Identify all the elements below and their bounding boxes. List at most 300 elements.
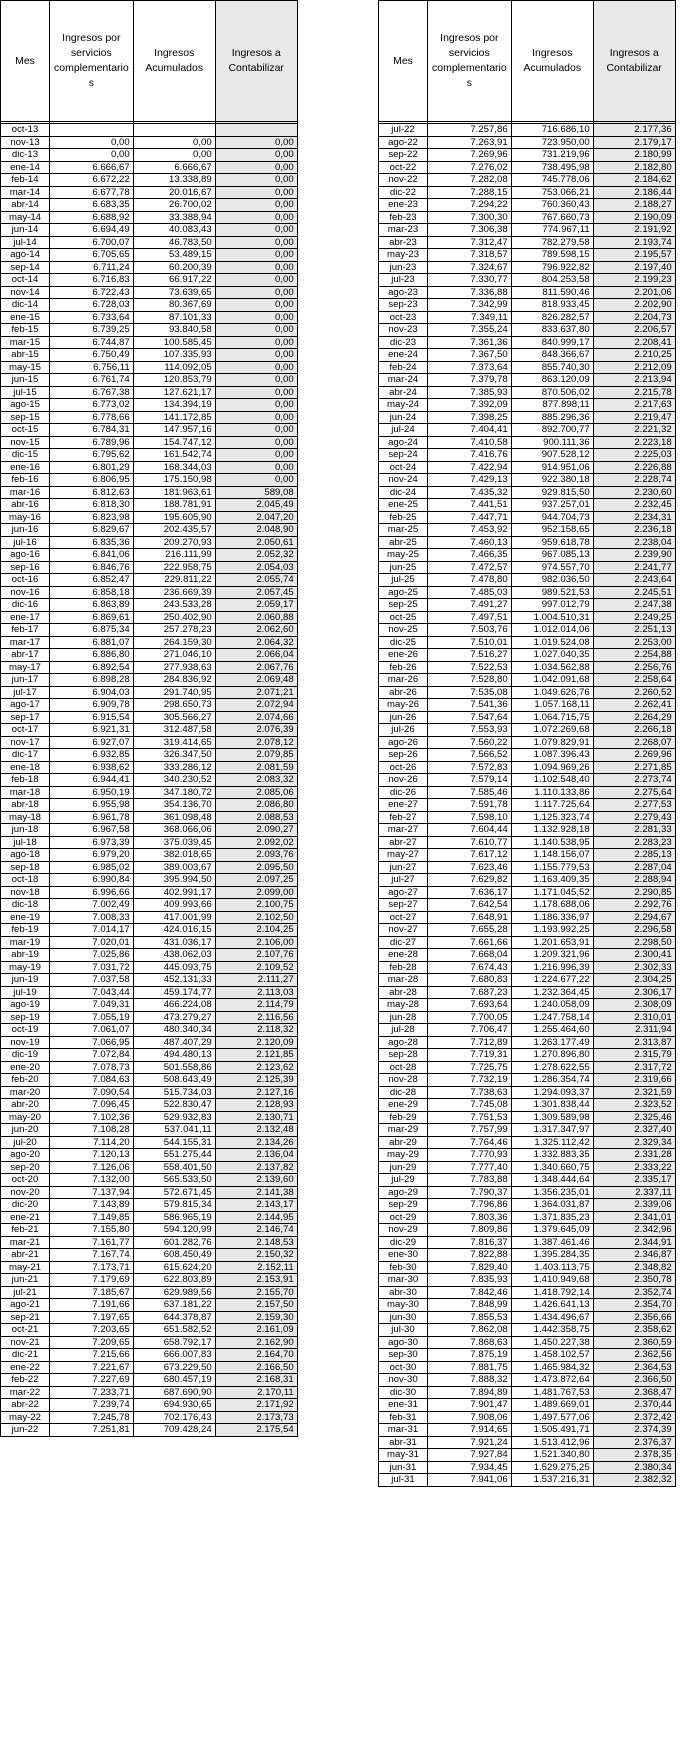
header-ingresos-contabilizar: Ingresos a Contabilizar [593, 1, 675, 122]
table-row [1, 1249, 298, 1262]
cell-contabilizar: 2.370,44 [593, 1399, 675, 1412]
cell-mes: oct-21 [1, 1324, 50, 1337]
cell-ingresos: 7.623,46 [428, 861, 512, 874]
cell-mes: dic-23 [379, 336, 428, 349]
cell-contabilizar: 2.290,85 [593, 886, 675, 899]
cell-ingresos: 7.435,32 [428, 486, 512, 499]
cell-contabilizar: 2.382,32 [593, 1474, 675, 1487]
cell-acumulados: 480.340,34 [133, 1024, 215, 1037]
cell-acumulados: 1.072.269,68 [511, 724, 593, 737]
cell-ingresos: 7.642,54 [428, 899, 512, 912]
cell-ingresos: 7.829,40 [428, 1261, 512, 1274]
cell-mes: ene-21 [1, 1211, 50, 1224]
cell-contabilizar: 2.064,32 [215, 636, 297, 649]
cell-acumulados: 1.325.112,42 [511, 1136, 593, 1149]
table-row [379, 336, 676, 349]
cell-mes: ene-24 [379, 349, 428, 362]
cell-ingresos: 7.002,49 [50, 899, 134, 912]
cell-acumulados: 863.120,09 [511, 374, 593, 387]
header-mes: Mes [1, 1, 50, 122]
table-row [1, 349, 298, 362]
table-row [379, 1049, 676, 1062]
cell-mes: ene-19 [1, 911, 50, 924]
cell-mes: dic-22 [379, 186, 428, 199]
table-row [379, 661, 676, 674]
cell-acumulados: 13.338,89 [133, 174, 215, 187]
cell-contabilizar: 2.184,62 [593, 174, 675, 187]
cell-contabilizar: 2.310,01 [593, 1011, 675, 1024]
cell-mes: jun-14 [1, 224, 50, 237]
cell-contabilizar: 0,00 [215, 186, 297, 199]
cell-contabilizar: 2.258,64 [593, 674, 675, 687]
table-row [1, 399, 298, 412]
cell-acumulados: 402.991,17 [133, 886, 215, 899]
cell-acumulados: 959.618,78 [511, 536, 593, 549]
cell-acumulados: 134.394,19 [133, 399, 215, 412]
cell-acumulados: 1.027.040,35 [511, 649, 593, 662]
cell-ingresos: 6.921,31 [50, 724, 134, 737]
table-row [379, 1374, 676, 1387]
cell-contabilizar: 0,00 [215, 361, 297, 374]
cell-mes: may-19 [1, 961, 50, 974]
cell-acumulados: 1.278.622,55 [511, 1061, 593, 1074]
cell-ingresos: 7.324,67 [428, 261, 512, 274]
cell-acumulados: 537.041,11 [133, 1124, 215, 1137]
cell-contabilizar: 2.191,92 [593, 224, 675, 237]
cell-mes: mar-14 [1, 186, 50, 199]
cell-ingresos: 6.869,61 [50, 611, 134, 624]
table-row [1, 1349, 298, 1362]
cell-contabilizar: 2.190,09 [593, 211, 675, 224]
cell-contabilizar: 2.374,39 [593, 1424, 675, 1437]
cell-contabilizar: 2.346,87 [593, 1249, 675, 1262]
table-row [379, 786, 676, 799]
cell-ingresos: 7.197,65 [50, 1311, 134, 1324]
cell-ingresos: 6.818,30 [50, 499, 134, 512]
cell-mes: may-30 [379, 1299, 428, 1312]
table-row [1, 324, 298, 337]
cell-ingresos: 6.990,84 [50, 874, 134, 887]
cell-mes: abr-22 [1, 1399, 50, 1412]
cell-mes: oct-17 [1, 724, 50, 737]
cell-contabilizar: 2.083,32 [215, 774, 297, 787]
cell-contabilizar: 2.350,78 [593, 1274, 675, 1287]
table-row [379, 536, 676, 549]
cell-ingresos: 7.318,57 [428, 249, 512, 262]
table-row [379, 711, 676, 724]
cell-ingresos: 6.875,34 [50, 624, 134, 637]
cell-ingresos: 6.677,78 [50, 186, 134, 199]
cell-ingresos: 6.955,98 [50, 799, 134, 812]
cell-mes: mar-21 [1, 1236, 50, 1249]
cell-mes: jul-20 [1, 1136, 50, 1149]
cell-mes: nov-25 [379, 624, 428, 637]
table-row [379, 1224, 676, 1237]
table-row [1, 1361, 298, 1374]
table-row [379, 1249, 676, 1262]
cell-mes: may-17 [1, 661, 50, 674]
cell-acumulados: 80.367,69 [133, 299, 215, 312]
cell-acumulados: 1.201.653,91 [511, 936, 593, 949]
cell-contabilizar: 2.116,56 [215, 1011, 297, 1024]
cell-ingresos: 7.288,15 [428, 186, 512, 199]
table-row [379, 649, 676, 662]
cell-acumulados: 840.999,17 [511, 336, 593, 349]
cell-ingresos: 7.355,24 [428, 324, 512, 337]
cell-ingresos: 6.744,87 [50, 336, 134, 349]
cell-ingresos: 7.447,71 [428, 511, 512, 524]
cell-acumulados: 1.034.562,88 [511, 661, 593, 674]
cell-mes: nov-19 [1, 1036, 50, 1049]
cell-mes: ene-18 [1, 761, 50, 774]
cell-ingresos: 7.868,63 [428, 1336, 512, 1349]
cell-mes: feb-27 [379, 811, 428, 824]
cell-ingresos: 7.055,19 [50, 1011, 134, 1024]
table-row [379, 986, 676, 999]
table-row [1, 499, 298, 512]
cell-contabilizar: 2.180,99 [593, 149, 675, 162]
cell-ingresos: 7.179,69 [50, 1274, 134, 1287]
cell-acumulados: 508.643,49 [133, 1074, 215, 1087]
cell-ingresos: 6.841,06 [50, 549, 134, 562]
cell-acumulados: 141.172,85 [133, 411, 215, 424]
cell-ingresos: 7.875,19 [428, 1349, 512, 1362]
cell-acumulados: 572.671,45 [133, 1186, 215, 1199]
cell-acumulados: 579.815,34 [133, 1199, 215, 1212]
cell-contabilizar: 2.066,04 [215, 649, 297, 662]
cell-mes: feb-29 [379, 1111, 428, 1124]
cell-acumulados: 922.380,18 [511, 474, 593, 487]
table-row [379, 324, 676, 337]
cell-mes: oct-26 [379, 761, 428, 774]
cell-mes: abr-30 [379, 1286, 428, 1299]
cell-mes: may-31 [379, 1449, 428, 1462]
cell-ingresos: 7.239,74 [50, 1399, 134, 1412]
cell-ingresos: 7.466,35 [428, 549, 512, 562]
cell-contabilizar: 2.076,39 [215, 724, 297, 737]
table-row [379, 399, 676, 412]
cell-contabilizar: 2.136,04 [215, 1149, 297, 1162]
table-row [379, 861, 676, 874]
table-row [379, 411, 676, 424]
cell-contabilizar: 2.298,50 [593, 936, 675, 949]
cell-contabilizar: 2.287,04 [593, 861, 675, 874]
cell-acumulados: 216.111,99 [133, 549, 215, 562]
cell-acumulados: 811.590,46 [511, 286, 593, 299]
table-row [379, 261, 676, 274]
table-row [379, 924, 676, 937]
table-row [379, 136, 676, 149]
cell-contabilizar: 2.161,09 [215, 1324, 297, 1337]
cell-ingresos: 7.783,88 [428, 1174, 512, 1187]
cell-mes: dic-16 [1, 599, 50, 612]
cell-contabilizar: 2.256,76 [593, 661, 675, 674]
cell-ingresos: 7.894,89 [428, 1386, 512, 1399]
cell-acumulados: 622.803,89 [133, 1274, 215, 1287]
table-row [379, 1286, 676, 1299]
table-row [379, 686, 676, 699]
cell-acumulados: 900.111,36 [511, 436, 593, 449]
cell-mes: abr-29 [379, 1136, 428, 1149]
cell-contabilizar: 2.048,90 [215, 524, 297, 537]
cell-contabilizar: 2.179,17 [593, 136, 675, 149]
cell-contabilizar: 2.288,94 [593, 874, 675, 887]
cell-mes: jun-18 [1, 824, 50, 837]
cell-mes: nov-27 [379, 924, 428, 937]
cell-acumulados: 1.163.409,35 [511, 874, 593, 887]
cell-acumulados: 818.933,45 [511, 299, 593, 312]
cell-ingresos: 7.927,84 [428, 1449, 512, 1462]
cell-contabilizar: 2.253,00 [593, 636, 675, 649]
cell-acumulados: 1.481.767,53 [511, 1386, 593, 1399]
cell-contabilizar: 2.054,03 [215, 561, 297, 574]
cell-mes: jun-16 [1, 524, 50, 537]
cell-ingresos: 7.398,25 [428, 411, 512, 424]
table-row [1, 786, 298, 799]
cell-contabilizar: 2.236,18 [593, 524, 675, 537]
table-row [379, 499, 676, 512]
cell-mes: ago-21 [1, 1299, 50, 1312]
table-row [379, 461, 676, 474]
cell-mes: jul-28 [379, 1024, 428, 1037]
cell-acumulados: 855.740,30 [511, 361, 593, 374]
cell-acumulados: 1.465.984,32 [511, 1361, 593, 1374]
cell-acumulados: 1.255.464,60 [511, 1024, 593, 1037]
table-row [1, 661, 298, 674]
table-row [1, 986, 298, 999]
cell-contabilizar: 2.219,47 [593, 411, 675, 424]
table-row [1, 949, 298, 962]
cell-contabilizar: 2.170,11 [215, 1386, 297, 1399]
table-row [1, 124, 298, 137]
cell-mes: sep-28 [379, 1049, 428, 1062]
cell-acumulados: 558.401,50 [133, 1161, 215, 1174]
cell-ingresos: 7.173,71 [50, 1261, 134, 1274]
table-row [379, 1186, 676, 1199]
cell-mes: feb-28 [379, 961, 428, 974]
cell-acumulados: 6.666,67 [133, 161, 215, 174]
table-row [379, 1461, 676, 1474]
cell-ingresos: 6.829,67 [50, 524, 134, 537]
cell-mes: feb-15 [1, 324, 50, 337]
cell-ingresos: 6.985,02 [50, 861, 134, 874]
cell-ingresos: 7.155,80 [50, 1224, 134, 1237]
cell-ingresos: 7.416,76 [428, 449, 512, 462]
cell-contabilizar: 2.210,25 [593, 349, 675, 362]
cell-acumulados: 767.660,73 [511, 211, 593, 224]
cell-ingresos: 7.757,99 [428, 1124, 512, 1137]
cell-ingresos: 7.914,65 [428, 1424, 512, 1437]
table-row [379, 961, 676, 974]
cell-ingresos: 6.716,83 [50, 274, 134, 287]
cell-mes: may-21 [1, 1261, 50, 1274]
cell-mes: dic-27 [379, 936, 428, 949]
cell-contabilizar: 2.292,76 [593, 899, 675, 912]
cell-contabilizar: 2.226,88 [593, 461, 675, 474]
cell-contabilizar: 2.247,38 [593, 599, 675, 612]
cell-mes: nov-26 [379, 774, 428, 787]
cell-ingresos: 7.629,82 [428, 874, 512, 887]
cell-contabilizar: 2.078,12 [215, 736, 297, 749]
cell-mes: feb-23 [379, 211, 428, 224]
cell-contabilizar: 2.059,17 [215, 599, 297, 612]
cell-mes: dic-14 [1, 299, 50, 312]
table-row [1, 449, 298, 462]
table-row [1, 249, 298, 262]
cell-ingresos: 7.245,78 [50, 1411, 134, 1424]
cell-contabilizar: 0,00 [215, 474, 297, 487]
cell-mes: oct-13 [1, 124, 50, 137]
cell-acumulados: 494.480,13 [133, 1049, 215, 1062]
cell-acumulados: 826.282,57 [511, 311, 593, 324]
cell-contabilizar: 2.264,29 [593, 711, 675, 724]
cell-contabilizar: 2.195,57 [593, 249, 675, 262]
cell-mes: nov-17 [1, 736, 50, 749]
cell-acumulados: 459.174,77 [133, 986, 215, 999]
cell-mes: sep-30 [379, 1349, 428, 1362]
table-row [379, 1011, 676, 1024]
cell-contabilizar: 2.317,72 [593, 1061, 675, 1074]
cell-acumulados: 1.140.538,95 [511, 836, 593, 849]
table-row [379, 1024, 676, 1037]
header-ingresos-servicios: Ingresos por servicios complementario s [428, 1, 512, 122]
table-row [379, 949, 676, 962]
cell-acumulados: 952.158,65 [511, 524, 593, 537]
cell-ingresos: 7.687,23 [428, 986, 512, 999]
cell-ingresos: 7.764,46 [428, 1136, 512, 1149]
cell-mes: may-29 [379, 1149, 428, 1162]
cell-mes: sep-22 [379, 149, 428, 162]
cell-mes: mar-24 [379, 374, 428, 387]
cell-mes: may-18 [1, 811, 50, 824]
cell-mes: mar-18 [1, 786, 50, 799]
cell-contabilizar: 2.099,00 [215, 886, 297, 899]
cell-contabilizar: 2.127,16 [215, 1086, 297, 1099]
table-row [379, 449, 676, 462]
cell-contabilizar: 2.348,82 [593, 1261, 675, 1274]
cell-ingresos: 7.221,67 [50, 1361, 134, 1374]
cell-contabilizar: 2.313,87 [593, 1036, 675, 1049]
cell-contabilizar: 2.254,88 [593, 649, 675, 662]
table-row [379, 736, 676, 749]
cell-contabilizar: 2.162,90 [215, 1336, 297, 1349]
table-row [1, 486, 298, 499]
table-row [379, 1336, 676, 1349]
cell-contabilizar: 0,00 [215, 149, 297, 162]
cell-ingresos: 7.167,74 [50, 1249, 134, 1262]
cell-contabilizar: 2.221,32 [593, 424, 675, 437]
cell-contabilizar: 2.055,74 [215, 574, 297, 587]
cell-ingresos: 6.858,18 [50, 586, 134, 599]
cell-acumulados: 1.537.216,31 [511, 1474, 593, 1487]
cell-contabilizar: 0,00 [215, 336, 297, 349]
cell-mes: jul-22 [379, 124, 428, 137]
cell-mes: ago-18 [1, 849, 50, 862]
cell-acumulados: 1.004.510,31 [511, 611, 593, 624]
cell-mes: dic-26 [379, 786, 428, 799]
cell-mes: jul-14 [1, 236, 50, 249]
cell-contabilizar: 0,00 [215, 249, 297, 262]
cell-contabilizar: 2.148,53 [215, 1236, 297, 1249]
cell-contabilizar: 2.118,32 [215, 1024, 297, 1037]
cell-ingresos: 7.751,53 [428, 1111, 512, 1124]
table-row [379, 386, 676, 399]
table-row [1, 586, 298, 599]
cell-ingresos: 6.666,67 [50, 161, 134, 174]
cell-acumulados: 53.489,15 [133, 249, 215, 262]
cell-contabilizar: 2.188,27 [593, 199, 675, 212]
table-row [1, 761, 298, 774]
table-row [1, 1199, 298, 1212]
cell-acumulados: 409.993,66 [133, 899, 215, 912]
cell-acumulados: 312.487,58 [133, 724, 215, 737]
cell-contabilizar: 2.281,33 [593, 824, 675, 837]
cell-mes: sep-18 [1, 861, 50, 874]
cell-ingresos: 7.881,75 [428, 1361, 512, 1374]
cell-mes: mar-29 [379, 1124, 428, 1137]
cell-acumulados: 1.529.275,25 [511, 1461, 593, 1474]
cell-mes: may-26 [379, 699, 428, 712]
cell-contabilizar: 2.153,91 [215, 1274, 297, 1287]
cell-ingresos: 7.453,92 [428, 524, 512, 537]
cell-contabilizar: 2.268,07 [593, 736, 675, 749]
cell-acumulados: 0,00 [133, 149, 215, 162]
cell-acumulados: 937.257,01 [511, 499, 593, 512]
cell-mes: dic-30 [379, 1386, 428, 1399]
cell-acumulados: 257.278,23 [133, 624, 215, 637]
table-row [1, 1161, 298, 1174]
cell-mes: jul-21 [1, 1286, 50, 1299]
table-row [379, 311, 676, 324]
left-table-body [1, 124, 298, 1437]
cell-ingresos: 7.604,44 [428, 824, 512, 837]
cell-acumulados: 431.036,17 [133, 936, 215, 949]
table-row [1, 199, 298, 212]
cell-contabilizar: 2.111,27 [215, 974, 297, 987]
cell-ingresos: 7.908,06 [428, 1411, 512, 1424]
cell-mes: ago-25 [379, 586, 428, 599]
table-row [1, 474, 298, 487]
cell-mes: oct-20 [1, 1174, 50, 1187]
cell-acumulados: 1.387.461,46 [511, 1236, 593, 1249]
cell-mes: ago-22 [379, 136, 428, 149]
cell-acumulados: 46.783,50 [133, 236, 215, 249]
cell-ingresos: 7.661,66 [428, 936, 512, 949]
cell-contabilizar: 0,00 [215, 236, 297, 249]
cell-mes: ene-15 [1, 311, 50, 324]
cell-contabilizar: 0,00 [215, 136, 297, 149]
cell-contabilizar: 2.097,25 [215, 874, 297, 887]
table-row [1, 1099, 298, 1112]
cell-acumulados: 1.301.838,44 [511, 1099, 593, 1112]
table-row [379, 1324, 676, 1337]
cell-mes: feb-21 [1, 1224, 50, 1237]
cell-ingresos: 7.862,08 [428, 1324, 512, 1337]
cell-ingresos: 7.738,63 [428, 1086, 512, 1099]
table-row [379, 511, 676, 524]
cell-contabilizar: 2.285,13 [593, 849, 675, 862]
cell-contabilizar: 0,00 [215, 461, 297, 474]
cell-acumulados: 1.403.113,75 [511, 1261, 593, 1274]
cell-acumulados: 629.989,56 [133, 1286, 215, 1299]
cell-ingresos: 7.233,71 [50, 1386, 134, 1399]
table-row [1, 599, 298, 612]
cell-acumulados: 1.117.725,64 [511, 799, 593, 812]
cell-acumulados: 395.994,50 [133, 874, 215, 887]
cell-ingresos: 6.750,49 [50, 349, 134, 362]
cell-ingresos: 7.132,00 [50, 1174, 134, 1187]
cell-contabilizar: 2.243,64 [593, 574, 675, 587]
